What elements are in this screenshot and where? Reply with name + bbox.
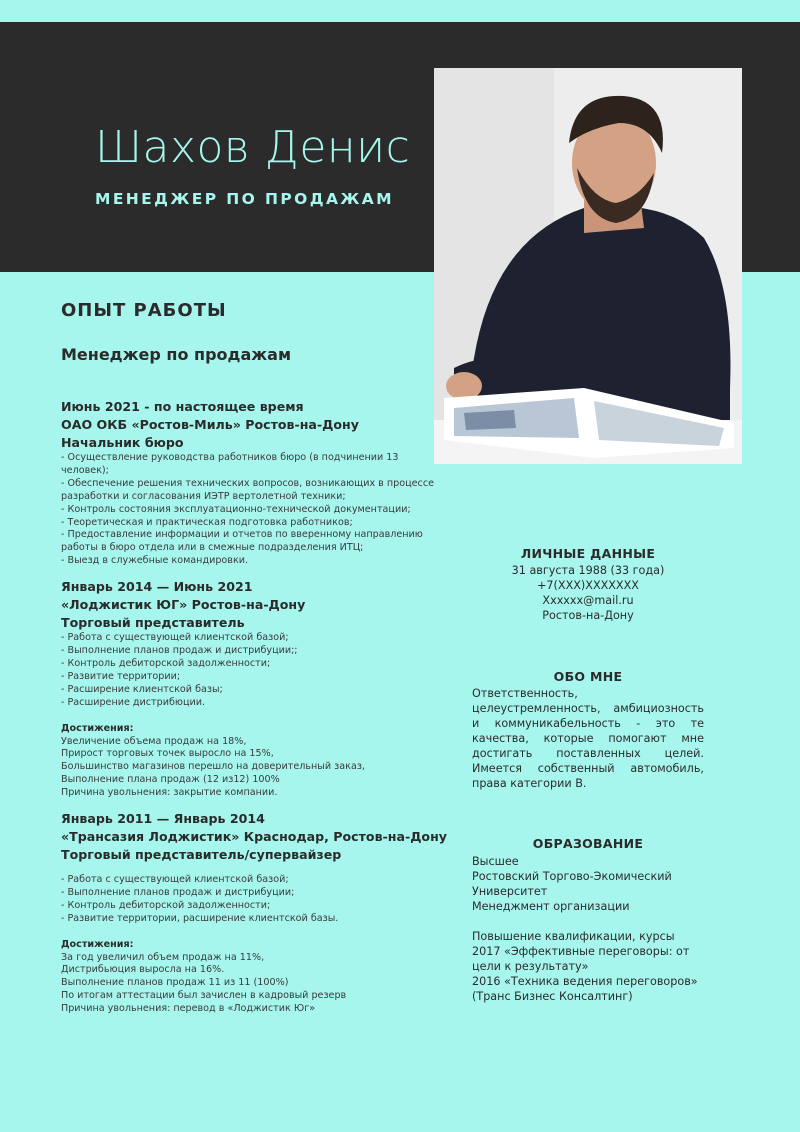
achievement-item: Большинство магазинов перешло на доверительный заказ, (61, 761, 365, 773)
achievement-item: По итогам аттестации был зачислен в кадровый резерв (61, 990, 347, 1002)
duty-item: - Выполнение планов продаж и дистрибуции; (61, 886, 295, 898)
experience-column (61, 300, 447, 1016)
personal-data-section (472, 546, 704, 623)
achievement-item: Выполнение планов продаж 11 из 11 (100%) (61, 977, 289, 989)
job-entry (61, 398, 441, 568)
phone: +7(XXX)XXXXXXX (537, 579, 639, 592)
job-company: ОАО ОКБ «Ростов-Миль» Ростов-на-Дону (61, 417, 359, 432)
course-line: Повышение квалификации, курсы (472, 930, 675, 943)
achievement-item: Дистрибьюция выросла на 16%. (61, 964, 225, 976)
about-section (472, 669, 704, 791)
education-section (472, 836, 704, 1004)
duty-item: - Развитие территории, расширение клиентской базы. (61, 912, 339, 924)
top-strip (0, 0, 800, 22)
job-period: Январь 2011 — Январь 2014 (61, 811, 265, 827)
duty-item: - Выполнение планов продаж и дистрибуции;; (61, 645, 298, 657)
course-line: 2016 «Техника ведения переговоров» (472, 975, 698, 988)
candidate-name: Шахов Денис (95, 122, 411, 173)
job-period: Январь 2014 — Июнь 2021 (61, 579, 253, 595)
candidate-photo (434, 68, 742, 464)
position-title: Менеджер по продажам (61, 345, 292, 364)
job-role: Торговый представитель (61, 615, 245, 631)
education-title: ОБРАЗОВАНИЕ (532, 836, 644, 851)
duty-item: - Контроль дебиторской задолженности; (61, 657, 271, 669)
duty-item: - Выезд в служебные командировки. (61, 555, 249, 567)
course-line: цели к результату» (472, 960, 589, 973)
education-line: Высшее (472, 855, 519, 868)
about-text: Ответственность, целеустремленность, амбициозность и коммуникабельность - это те качества, которые помогают мне достигать поставленных целей. Имеется собственный автомобиль, права категории В. (472, 687, 704, 790)
duty-item: - Расширение клиентской базы; (61, 683, 223, 695)
courses-block (472, 929, 704, 1004)
candidate-subtitle: МЕНЕДЖЕР ПО ПРОДАЖАМ (95, 190, 394, 208)
achievement-item: Увеличение объема продаж на 18%, (61, 735, 247, 747)
duty-item: - Теоретическая и практическая подготовка работников; (61, 516, 353, 528)
duty-item: - Контроль дебиторской задолженности; (61, 899, 271, 911)
about-title: ОБО МНЕ (553, 669, 623, 684)
course-line: 2017 «Эффективные переговоры: от (472, 945, 690, 958)
achievement-item: Выполнение плана продаж (12 из12) 100% (61, 774, 280, 786)
duty-item: - Предоставление информации и отчетов по вверенному направлению работы в бюро отдела или в смежные подразделения ИТЦ; (61, 529, 423, 554)
duty-item: - Развитие территории; (61, 670, 181, 682)
job-duties (61, 874, 441, 926)
achievements-list (61, 736, 441, 801)
achievement-item: Прирост торговых точек выросло на 15%, (61, 748, 274, 760)
birth-date: 31 августа 1988 (33 года) (511, 564, 665, 577)
duty-item: - Расширение дистрибюции. (61, 696, 206, 708)
job-company: «Лоджистик ЮГ» Ростов-на-Дону (61, 597, 306, 613)
job-period: Июнь 2021 - по настоящее время (61, 399, 304, 414)
duty-item: - Работа с существующей клиентской базой; (61, 632, 289, 644)
experience-section-title: ОПЫТ РАБОТЫ (61, 300, 227, 321)
course-line: (Транс Бизнес Консалтинг) (472, 990, 633, 1003)
education-degree-block (472, 854, 704, 914)
achievement-item: Причина увольнения: перевод в «Лоджистик Юг» (61, 1003, 316, 1015)
duty-item: - Осуществление руководства работников бюро (в подчинении 13 человек); (61, 452, 399, 476)
achievement-item: За год увеличил объем продаж на 11%, (61, 951, 265, 963)
city: Ростов-на-Дону (542, 609, 634, 622)
job-duties (61, 452, 441, 568)
job-role: Начальник бюро (61, 435, 184, 450)
job-entry (61, 578, 441, 800)
email: Xxxxxx@mail.ru (542, 594, 634, 607)
job-role: Торговый представитель/супервайзер (61, 847, 342, 863)
job-company: «Трансазия Лоджистик» Краснодар, Ростов-на-Дону (61, 829, 447, 845)
duty-item: - Обеспечение решения технических вопросов, возникающих в процессе разработки и согласования ИЭТР вертолетной техники; (61, 477, 434, 502)
achievements-list (61, 952, 441, 1017)
duty-item: - Работа с существующей клиентской базой; (61, 874, 289, 886)
achievements-title: Достижения: (61, 938, 134, 950)
duty-item: - Контроль состояния эксплуатационно-технической документации; (61, 503, 411, 515)
achievements-title: Достижения: (61, 722, 134, 734)
job-entry (61, 810, 447, 1016)
education-line: Менеджмент организации (472, 900, 630, 913)
personal-data-title: ЛИЧНЫЕ ДАННЫЕ (520, 546, 656, 561)
job-duties (61, 632, 441, 709)
education-line: Университет (472, 885, 548, 898)
education-line: Ростовский Торгово-Экомический (472, 870, 672, 883)
achievement-item: Причина увольнения: закрытие компании. (61, 787, 278, 799)
